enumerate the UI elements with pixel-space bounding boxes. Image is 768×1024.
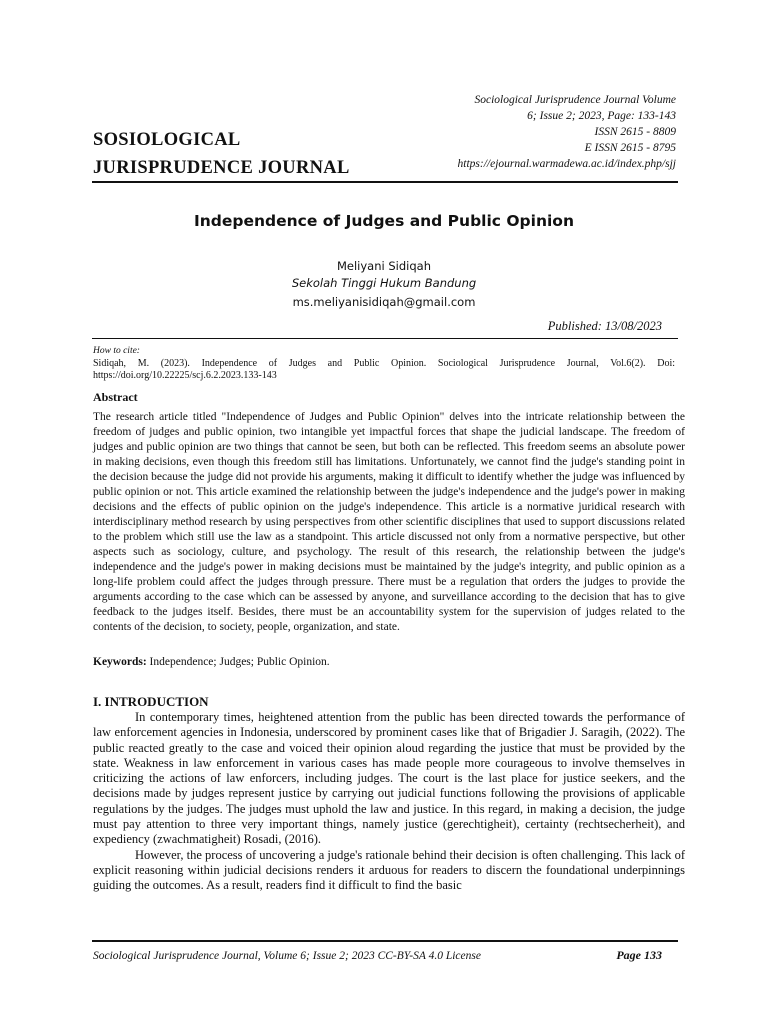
eissn: E ISSN 2615 - 8795 [584,142,676,154]
published-date: Published: 13/08/2023 [547,319,662,333]
introduction-paragraph-1: In contemporary times, heightened attention from the public has been directed towards the performance of law enforcement agencies in Indonesia, underscored by prominent cases like that of Brigadier J. Saragih, (2022). The public reacted greatly to the case and voiced their opinion aloud regarding the justice that must be provided by the state. Weakness in law enforcement in various cases has made people more courageous to involve themselves in criticizing the actions of law enforcers, including judges. The court is the last place for justice seekers, and the decisions made by judges represent justice by carrying out judicial functions following the provisions of applicable regulations by the judges. The judges must uphold the law and justice. In this regard, in making a decision, the judge must pay attention to three very important things, namely justice (gerechtigheit), certainty (rechtsecherheit), and expediency (zwachmatigheit) Rosadi, (2016). [93,710,685,847]
author-affiliation: Sekolah Tinggi Hukum Bandung [291,276,477,290]
article-title: Independence of Judges and Public Opinion [193,212,574,230]
published-rule [92,338,678,339]
keywords-label: Keywords: [93,656,147,668]
footer-license: Sociological Jurisprudence Journal, Volume 6; Issue 2; 2023 CC-BY-SA 4.0 License [93,950,481,962]
keywords [93,656,330,668]
citation-line-1: Sociological Jurisprudence Journal Volume [474,94,676,106]
author-name: Meliyani Sidiqah [336,259,431,273]
journal-name-line-1: SOSIOLOGICAL [93,130,241,150]
introduction-paragraph-2: However, the process of uncovering a judge's rationale behind their decision is often challenging. This lack of explicit reasoning within judicial decisions renders it arduous for readers to discern the foundational underpinnings guiding the outcomes. As a result, readers find it difficult to find the basic [93,847,685,893]
header-rule [92,181,678,183]
how-to-cite-text: Sidiqah, M. (2023). Independence of Judges and Public Opinion. Sociological Jurisprudence Journal, Vol.6(2). Doi: https://doi.org/10.22225/scj.6.2.2023.133-143 [93,358,675,381]
issn: ISSN 2615 - 8809 [594,126,676,138]
introduction-body [93,710,685,894]
author-email: ms.meliyanisidiqah@gmail.com [292,295,476,309]
keywords-text: Independence; Judges; Public Opinion. [146,656,330,668]
journal-name-line-2: JURISPRUDENCE JOURNAL [93,158,350,178]
journal-citation-header [416,92,676,172]
journal-url: https://ejournal.warmadewa.ac.id/index.php/sjj [457,158,676,170]
footer-rule [92,940,678,942]
page-number: Page 133 [616,948,662,962]
abstract-text: The research article titled "Independence of Judges and Public Opinion" delves into the intricate relationship between the freedom of judges and public opinion, two intangible yet impactful forces that shape the judicial landscape. The freedom of judges and public opinion are two things that cannot be seen, but both can be reflected. This freedom seems an absolute power in making decisions, even though this freedom still has limitations. Unfortunately, we cannot find the judge's standing point in the decision because the judge did not provide his arguments, making it difficult to identify whether the judge was influenced by public opinion or not. This article examined the relationship between the judge's independence and the judge's power in making decisions and the effects of public opinion on the judge's independence. This article is a normative juridical research with interdisciplinary method research by using perspectives from other scientific disciplines that used to support discussions related to the problem which still use the law as a standpoint. This article discussed not only from a normative perspective, but other aspects such as sociology, culture, and psychology. The result of this research, the relationship between the judge's independence and the judge's power in making decisions must be maintained by the judge's integrity, and public opinion as a long-life problem could affect the judges through pressure. There must be a regulation that orders the judges to provide the arguments according to the case which can be assessed by anyone, and surveillance according to the decision that has to give feedback to the judges itself. Besides, there must be an accountability system for the supervision of judges related to the contents of the decision, to society, people, organization, and state. [93,411,685,633]
abstract-heading: Abstract [93,390,138,404]
introduction-heading: I. INTRODUCTION [93,694,209,709]
citation-line-2: 6; Issue 2; 2023, Page: 133-143 [527,110,676,122]
journal-name [93,126,350,182]
how-to-cite-label: How to cite: [93,346,140,356]
